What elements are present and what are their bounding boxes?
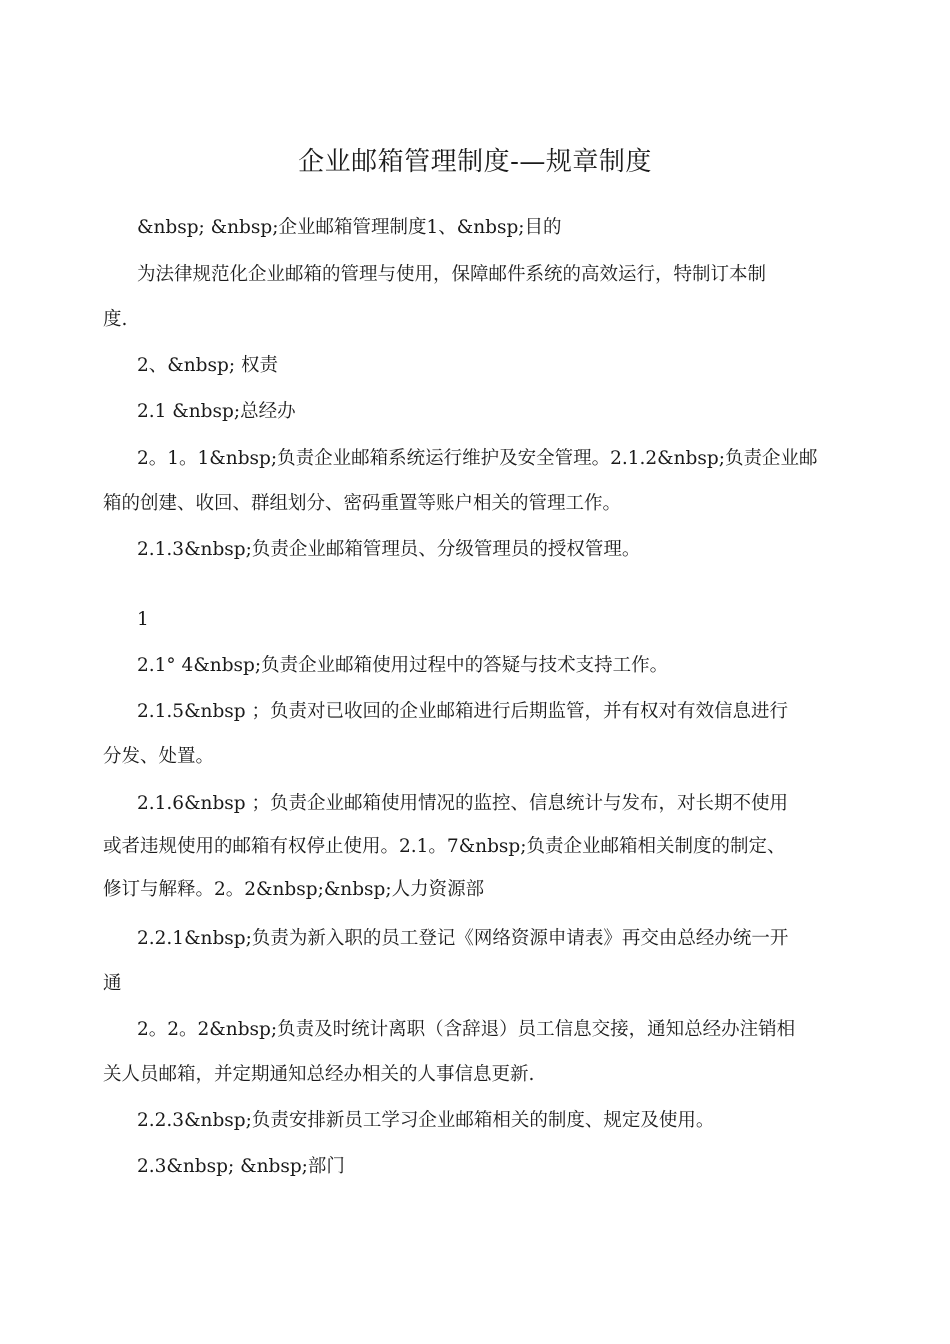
text-line: 箱的创建、收回、群组划分、密码重置等账户相关的管理工作。 bbox=[103, 493, 622, 514]
text-line: 2.2.3&nbsp;负责安排新员工学习企业邮箱相关的制度、规定及使用。 bbox=[137, 1110, 715, 1131]
text-line: 度. bbox=[103, 309, 128, 330]
text-line: 为法律规范化企业邮箱的管理与使用，保障邮件系统的高效运行，特制订本制 bbox=[137, 264, 767, 285]
text-line: 2.1.3&nbsp;负责企业邮箱管理员、分级管理员的授权管理。 bbox=[137, 539, 641, 560]
text-line: 2、&nbsp; 权责 bbox=[137, 355, 278, 376]
text-line: &nbsp; &nbsp;企业邮箱管理制度1、&nbsp;目的 bbox=[137, 217, 562, 238]
text-line: 2。2。2&nbsp;负责及时统计离职（含辞退）员工信息交接，通知总经办注销相 bbox=[137, 1019, 796, 1040]
text-line: 2。1。1&nbsp;负责企业邮箱系统运行维护及安全管理。2.1.2&nbsp;负责企业邮 bbox=[137, 448, 818, 469]
page-number: 1 bbox=[137, 609, 149, 630]
text-line: 或者违规使用的邮箱有权停止使用。2.1。7&nbsp;负责企业邮箱相关制度的制定、 bbox=[103, 836, 786, 857]
text-line: 通 bbox=[103, 973, 122, 994]
text-line: 2.1° 4&nbsp;负责企业邮箱使用过程中的答疑与技术支持工作。 bbox=[137, 655, 669, 676]
text-line: 修订与解释。2。2&nbsp;&nbsp;人力资源部 bbox=[103, 879, 485, 900]
text-line: 分发、处置。 bbox=[103, 746, 215, 767]
text-line: 2.1.6&nbsp ；负责企业邮箱使用情况的监控、信息统计与发布，对长期不使用 bbox=[137, 793, 789, 814]
document-title: 企业邮箱管理制度-—规章制度 bbox=[298, 147, 652, 177]
text-line: 2.3&nbsp; &nbsp;部门 bbox=[137, 1156, 345, 1177]
text-line: 2.1 &nbsp;总经办 bbox=[137, 401, 296, 422]
text-line: 2.2.1&nbsp;负责为新入职的员工登记《网络资源申请表》再交由总经办统一开 bbox=[137, 928, 789, 949]
text-line: 关人员邮箱，并定期通知总经办相关的人事信息更新. bbox=[103, 1064, 535, 1085]
text-line: 2.1.5&nbsp ；负责对已收回的企业邮箱进行后期监管，并有权对有效信息进行 bbox=[137, 701, 789, 722]
